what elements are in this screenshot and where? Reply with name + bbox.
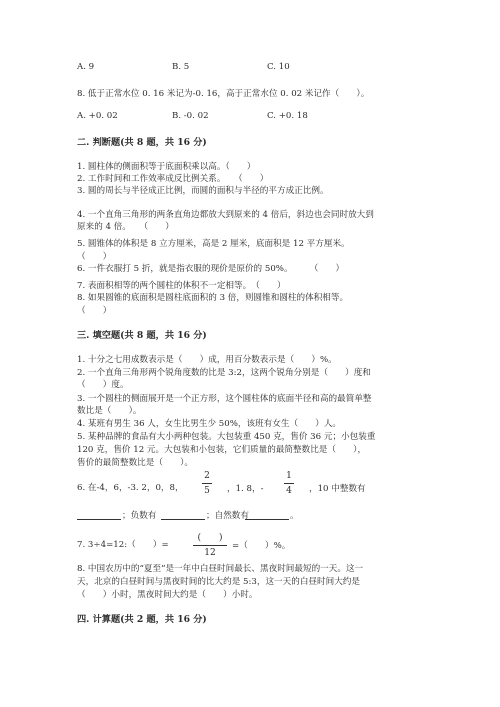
fill-line: 120 克，售价 12 元。大包装和小包装，它们质量的最简整数比是（ ）， <box>77 445 367 455</box>
q7-option-b: B. 5 <box>172 62 190 72</box>
q7-fraction-numerator: ( ) <box>197 533 223 543</box>
judge-line: 6. 一件衣服打 5 折，就是指衣服的现价是原价的 50%。 （ ） <box>77 264 345 274</box>
q6-natural-blank[interactable] <box>245 519 289 520</box>
judge-line: 2. 工作时间和工作效率成反比例关系。 （ ） <box>77 174 269 184</box>
fill-line: 4. 某班有男生 36 人，女生比男生少 50%，该班有女生（ ）人。 <box>77 419 342 429</box>
q7-option-c: C. 10 <box>267 62 290 72</box>
fill-q8-line: 天，北京的白昼时间与黑夜时间的比大约是 5:3，这一天的白昼时间大约是 <box>77 577 360 587</box>
q6-suffix: ，10 中整数有 <box>309 484 366 494</box>
q8-option-b: B. -0. 02 <box>172 111 209 121</box>
fill-line: 1. 十分之七用成数表示是（ ）成，用百分数表示是（ ）%。 <box>77 355 337 365</box>
q6-fraction-1-numerator: 2 <box>204 471 210 481</box>
fill-line: 数比是（ ）。 <box>77 406 142 416</box>
fill-line: 2. 一个直角三角形两个锐角度数的比是 3:2，这两个锐角分别是（ ）度和 <box>77 368 371 378</box>
judge-line: （ ） <box>77 252 112 262</box>
q6-natural-label: ；自然数有 <box>206 511 249 521</box>
q7-fraction-denominator: 12 <box>204 548 216 558</box>
fill-line: （ ）度。 <box>77 380 129 390</box>
fill-line: 3. 一个圆柱的侧面展开是一个正方形，这个圆柱体的底面半径和高的最简单整 <box>77 394 372 404</box>
section3-heading: 三. 填空题(共 8 题，共 16 分) <box>77 330 207 341</box>
q7-suffix: =（ ）%。 <box>232 541 291 551</box>
judge-line: 7. 表面积相等的两个圆柱的体积不一定相等。 （ ） <box>77 281 286 291</box>
fill-q8-line: （ ）小时，黑夜时间大约是（ ）小时。 <box>77 590 258 600</box>
q8-stem: 8. 低于正常水位 0. 16 米记为-0. 16，高于正常水位 0. 02 米记作（ ）。 <box>77 89 370 99</box>
judge-line: 8. 如果圆锥的底面积是圆柱底面积的 3 倍，则圆锥和圆柱的体积相等。 <box>77 293 349 303</box>
q6-fraction-1-denominator: 5 <box>204 486 210 496</box>
q6-fraction-2-numerator: 1 <box>286 471 292 481</box>
judge-line: 原来的 4 倍。 （ ） <box>77 222 174 232</box>
judge-line: （ ） <box>77 306 112 316</box>
q6-end: 。 <box>290 511 299 521</box>
q8-option-c: C. +0. 18 <box>267 111 308 121</box>
q6-negative-label: ；负数有 <box>122 511 157 521</box>
fill-q8-line: 8. 中国农历中的“夏至”是一年中白昼时间最长、黑夜时间最短的一天。这一 <box>77 564 364 574</box>
q6-fraction-2-denominator: 4 <box>286 486 292 496</box>
q6-middle: ，1. 8，- <box>227 484 264 494</box>
q6-fraction-1-bar <box>202 483 212 484</box>
section2-heading: 二. 判断题(共 8 题，共 16 分) <box>77 137 207 148</box>
judge-line: 1. 圆柱体的侧面积等于底面积乘以高。（ ） <box>77 162 256 172</box>
q8-option-a: A. +0. 02 <box>77 111 118 121</box>
section4-heading: 四. 计算题(共 2 题，共 16 分) <box>77 614 207 625</box>
q7-prefix: 7. 3÷4=12:（ ）= <box>77 540 169 550</box>
judge-line: 5. 圆锥体的体积是 8 立方厘米，高是 2 厘米，底面积是 12 平方厘米。 <box>77 239 350 249</box>
q7-fraction <box>190 530 230 558</box>
q6-fraction-2 <box>282 471 296 496</box>
q7-option-a: A. 9 <box>77 62 95 72</box>
q6-negative-blank[interactable] <box>161 519 205 520</box>
q7-fraction-bar <box>193 545 227 546</box>
judge-line: 4. 一个直角三角形的两条直角边都放大到原来的 4 倍后，斜边也会同时放大到 <box>77 210 374 220</box>
fill-line: 5. 某种品牌的食品有大小两种包装。大包装重 450 克，售价 36 元；小包装重 <box>77 432 376 442</box>
fill-line: 售价的最简整数比是（ ）。 <box>77 458 194 468</box>
q6-fraction-1 <box>200 471 214 496</box>
q6-integer-blank[interactable] <box>77 519 121 520</box>
q6-prefix: 6. 在-4，6，-3. 2，0，8， <box>77 483 184 493</box>
q6-fraction-2-bar <box>284 483 294 484</box>
judge-line: 3. 圆的周长与半径成正比例，而圆的面积与半径的平方成正比例。 <box>77 186 329 196</box>
